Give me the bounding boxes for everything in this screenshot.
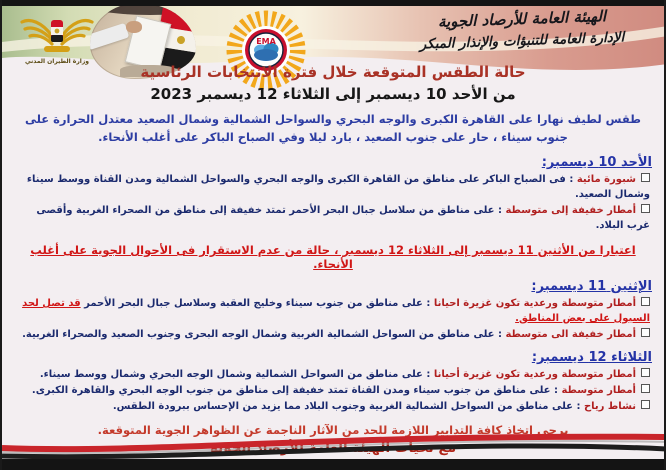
forecast-bullet: أمطار متوسطة : على مناطق من جنوب سيناء ومدن القناة تمتد خفيفة إلى مناطق من جنوب الوجه البحري والقاهرة الكبرى. [16,383,650,398]
checkbox-icon [641,328,650,337]
checkbox-icon [641,173,650,182]
ema-text: EMA [256,37,276,46]
day-header-sunday: الأحد 10 ديسمبر: [541,154,652,170]
checkbox-icon [641,204,650,213]
signature-line: مع تحيات الهيئة العامة للأرصاد الجوية [209,439,457,456]
footer-swoosh [2,432,666,460]
date-range: من الأحد 10 ديسمبر إلى الثلاثاء 12 ديسمبر 2023 [150,84,516,103]
top-black-bar [2,0,664,6]
checkbox-icon [641,297,650,306]
ministry-caption: وزارة الطيران المدني [24,58,90,65]
forecast-bullet: أمطار خفيفة إلى متوسطة : على مناطق من سلاسل جبال البحر الأحمر تمتد خفيفة إلى مناطق من الصحراء الغربية وأقصى غرب البلاد. [36,204,650,231]
flood-warning: قد تصل لحد السيول على بعض المناطق. [22,297,650,324]
precaution-advice: يرجى اتخاذ كافة التدابير اللازمة للحد من الآثار الناجمة عن الظواهر الجوية المتوقعة. [97,422,569,437]
bottom-black-bar [2,459,664,470]
instability-alert: اعتبارا من الأثنين 11 ديسمبر إلى الثلاثاء 12 ديسمبر ، حالة من عدم الاستقرار فى الأحوال الجوية على أغلب الأنحاء. [30,242,636,271]
forecast-bullet: أمطار خفيفة الى متوسطة : على مناطق من السواحل الشمالية الغربية وشمال الوجه البحرى وجنوب الصعيد والصحراء الغربية. [16,327,650,342]
forecast-bullet: نشاط رياح : على مناطق من السواحل الشمالية الغربية وجنوب البلاد مما يزيد من الإحساس ببرودة الطقس. [16,399,650,414]
page-title: حالة الطقس المتوقعة خلال فترة الانتخابات الرئاسية [140,63,526,81]
checkbox-icon [641,368,650,377]
forecast-bullet: شبورة مائية : فى الصباح الباكر على مناطق من القاهرة الكبرى والوجه البحري والسواحل الشمالية ومدن القناة ووسط سيناء وشمال الصعيد. [26,173,650,200]
day-header-monday: الإثنين 11 ديسمبر: [531,278,652,294]
forecast-bullet: أمطار متوسطة ورعدية تكون غزيرة احيانا : على مناطق من جنوب سيناء وخليج العقبة وسلاسل جبال البحر الأحمر قد تصل لحد السيول على بعض المناطق. [22,297,650,324]
bulletin-content [2,0,664,456]
department-name: الإدارة العامة للتنبؤات والإنذار المبكر [419,29,625,53]
day-header-tuesday: الثلاثاء 12 ديسمبر: [531,349,652,365]
general-forecast: طقس لطيف نهارا على القاهرة الكبرى والوجه البحري والسواحل الشمالية وشمال الصعيد معتدل الحرارة على جنوب سيناء ، حار على جنوب الصعيد ، بارد ليلا وفي الصباح الباكر على أغلب الأنحاء. [24,112,642,145]
checkbox-icon [641,384,650,393]
checkbox-icon [641,400,650,409]
forecast-bullet: أمطار متوسطة ورعدية تكون غزيرة أحيانا : على مناطق من السواحل الشمالية وشمال الوجه البحري وشمال ووسط سيناء. [16,367,650,382]
authority-name: الهيئة العامة للأرصاد الجوية [437,7,607,31]
